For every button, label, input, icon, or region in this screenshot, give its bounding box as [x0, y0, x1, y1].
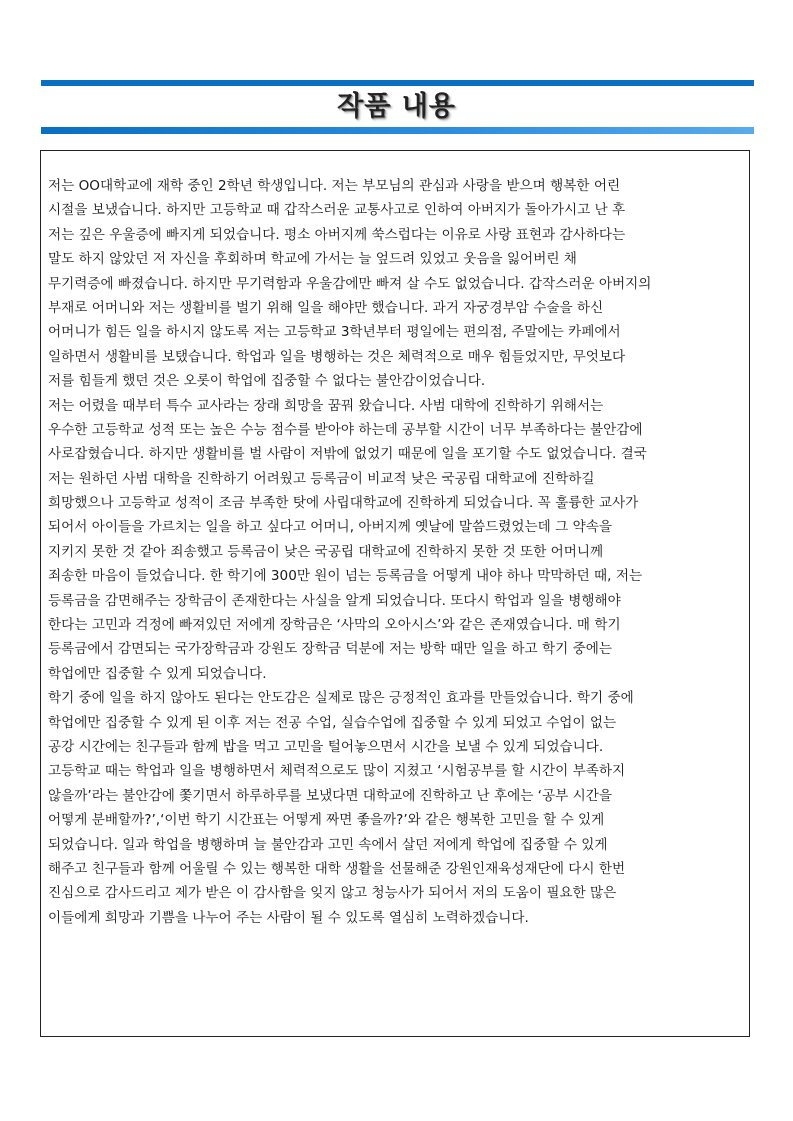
- header-bottom-rule: [41, 127, 754, 134]
- essay-line: 진심으로 감사드리고 제가 받은 이 감사함을 잊지 않고 청능사가 되어서 저의 도움이 필요한 많은: [48, 885, 617, 902]
- essay-line: 저는 어렸을 때부터 특수 교사라는 장래 희망을 꿈꿔 왔습니다. 사범 대학에 진학하기 위해서는: [48, 397, 604, 414]
- essay-line: 어떻게 분배할까?’,‘이번 학기 시간표는 어떻게 짜면 좋을까?’와 같은 행복한 고민을 할 수 있게: [48, 812, 605, 829]
- essay-line: 부재로 어머니와 저는 생활비를 벌기 위해 일을 해야만 했습니다. 과거 자궁경부암 수술을 하신: [48, 299, 604, 316]
- essay-line: 등록금에서 감면되는 국가장학금과 강원도 장학금 덕분에 저는 방학 때만 일을 하고 학기 중에는: [48, 641, 612, 658]
- essay-line: 저는 OO대학교에 재학 중인 2학년 학생입니다. 저는 부모님의 관심과 사랑을 받으며 행복한 어린: [48, 178, 621, 194]
- essay-line: 죄송한 마음이 들었습니다. 한 학기에 300만 원이 넘는 등록금을 어떻게 내야 하나 막막하던 때, 저는: [48, 568, 643, 585]
- essay-line: 저는 원하던 사범 대학을 진학하기 어려웠고 등록금이 비교적 낮은 국공립 대학교에 진학하길: [48, 470, 595, 487]
- essay-line: 말도 하지 않았던 저 자신을 후회하며 학교에 가서는 늘 엎드려 있었고 웃음을 잃어버린 채: [48, 251, 577, 268]
- essay-line: 해주고 친구들과 함께 어울릴 수 있는 행복한 대학 생활을 선물해준 강원인재육성재단에 다시 한번: [48, 860, 626, 877]
- essay-line: 저는 깊은 우울증에 빠지게 되었습니다. 평소 아버지께 쑥스럽다는 이유로 사랑 표현과 감사하다는: [48, 226, 626, 243]
- essay-line: 한다는 고민과 걱정에 빠져있던 저에게 장학금은 ‘사막의 오아시스’와 같은 존재였습니다. 매 학기: [48, 617, 621, 634]
- essay-line: 저를 힘들게 했던 것은 오롯이 학업에 집중할 수 없다는 불안감이었습니다.: [48, 373, 486, 390]
- essay-line: 어머니가 힘든 일을 하시지 않도록 저는 고등학교 3학년부터 평일에는 편의점, 주말에는 카페에서: [48, 324, 621, 341]
- essay-line: 되었습니다. 일과 학업을 병행하며 늘 불안감과 고민 속에서 살던 저에게 학업에 집중할 수 있게: [48, 836, 608, 853]
- essay-line: 지키지 못한 것 같아 죄송했고 등록금이 낮은 국공립 대학교에 진학하지 못한 것 또한 어머니께: [48, 543, 604, 560]
- page-title: 작품 내용: [337, 91, 456, 122]
- essay-line: 학업에만 집중할 수 있게 된 이후 저는 전공 수업, 실습수업에 집중할 수 있게 되었고 수업이 없는: [48, 714, 617, 731]
- essay-line: 시절을 보냈습니다. 하지만 고등학교 때 갑작스러운 교통사고로 인하여 아버지가 돌아가시고 난 후: [48, 202, 626, 219]
- essay-text: [48, 174, 748, 930]
- essay-line: 등록금을 감면해주는 장학금이 존재한다는 사실을 알게 되었습니다. 또다시 학업과 일을 병행해야: [48, 592, 621, 609]
- header-top-rule: [41, 80, 754, 86]
- essay-line: 고등학교 때는 학업과 일을 병행하면서 체력적으로도 많이 지쳤고 ‘시험공부를 할 시간이 부족하지: [48, 763, 626, 780]
- essay-line: 일하면서 생활비를 보탰습니다. 학업과 일을 병행하는 것은 체력적으로 매우 힘들었지만, 무엇보다: [48, 348, 626, 365]
- essay-line: 않을까’라는 불안감에 쫓기면서 하루하루를 보냈다면 대학교에 진학하고 난 후에는 ‘공부 시간을: [48, 787, 612, 804]
- essay-line: 희망했으나 고등학교 성적이 조금 부족한 탓에 사립대학교에 진학하게 되었습니다. 꼭 훌륭한 교사가: [48, 495, 639, 512]
- essay-line: 무기력증에 빠졌습니다. 하지만 무기력함과 우울감에만 빠져 살 수도 없었습니다. 갑작스러운 아버지의: [48, 275, 652, 292]
- essay-line: 이들에게 희망과 기쁨을 나누어 주는 사람이 될 수 있도록 열심히 노력하겠습니다.: [48, 909, 529, 926]
- essay-line: 공강 시간에는 친구들과 함께 밥을 먹고 고민을 털어놓으면서 시간을 보낼 수 있게 되었습니다.: [48, 738, 604, 755]
- essay-line: 사로잡혔습니다. 하지만 생활비를 벌 사람이 저밖에 없었기 때문에 일을 포기할 수도 없었습니다. 결국: [48, 446, 647, 463]
- essay-line: 우수한 고등학교 성적 또는 높은 수능 점수를 받아야 하는데 공부할 시간이 너무 부족하다는 불안감에: [48, 421, 643, 438]
- essay-line: 학기 중에 일을 하지 않아도 된다는 안도감은 실제로 많은 긍정적인 효과를 만들었습니다. 학기 중에: [48, 690, 634, 707]
- essay-line: 학업에만 집중할 수 있게 되었습니다.: [48, 665, 267, 682]
- essay-line: 되어서 아이들을 가르치는 일을 하고 싶다고 어머니, 아버지께 옛날에 말씀드렸었는데 그 약속을: [48, 519, 612, 536]
